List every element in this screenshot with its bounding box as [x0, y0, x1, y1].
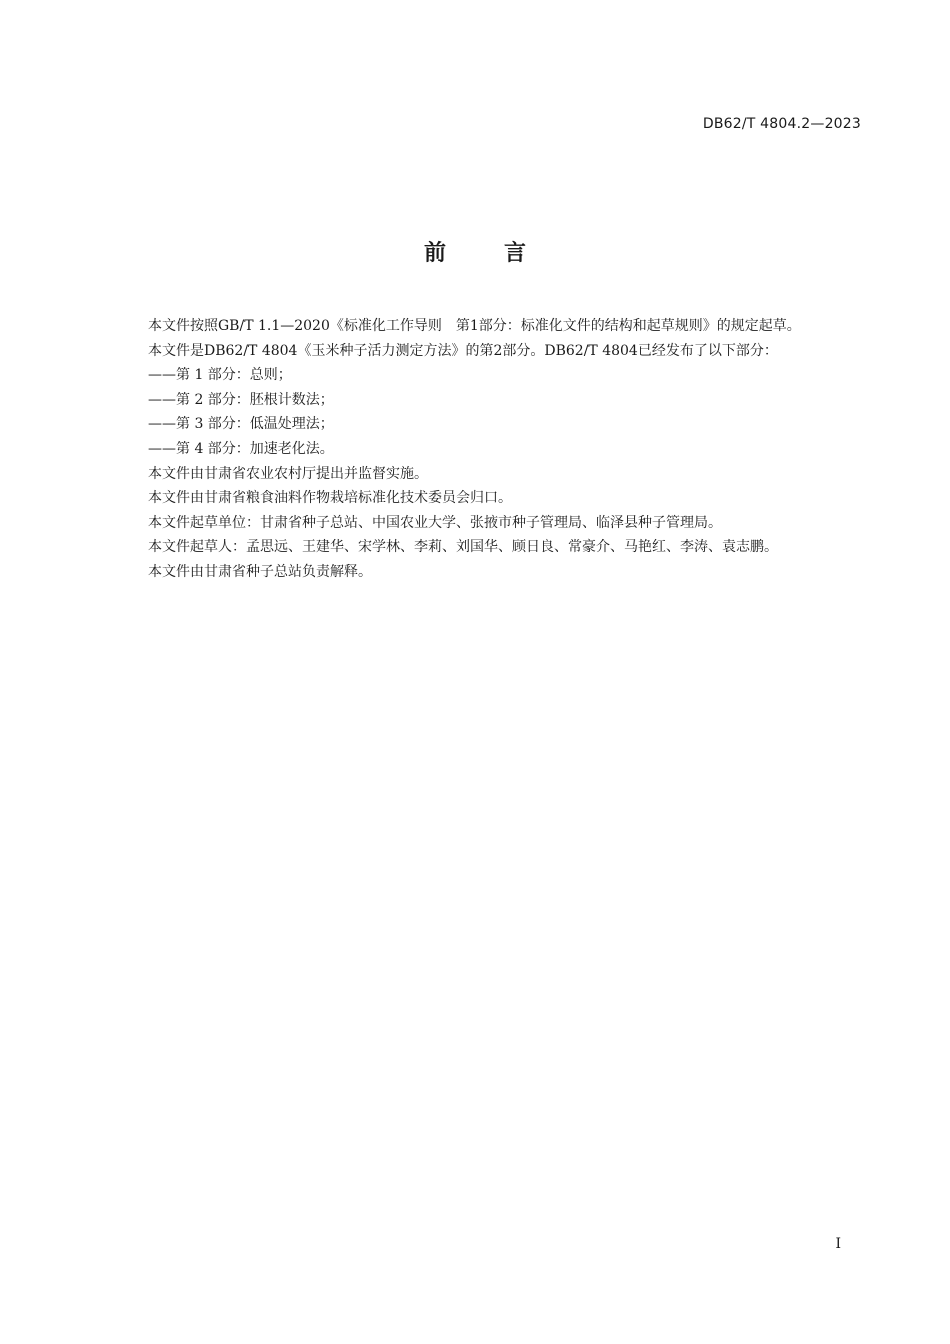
list-item-part-4: ——第 4 部分：加速老化法。 — [148, 440, 334, 457]
paragraph-interpretation: 本文件由甘肃省种子总站负责解释。 — [148, 563, 372, 580]
page-title: 前言 — [423, 241, 584, 266]
foreword-body — [114, 314, 860, 585]
paragraph-proposer: 本文件由甘肃省农业农村厅提出并监督实施。 — [148, 465, 428, 482]
list-item-part-2: ——第 2 部分：胚根计数法； — [148, 391, 334, 408]
paragraph-drafting-rules: 本文件按照GB/T 1.1—2020《标准化工作导则 第1部分：标准化文件的结构和起草规则》的规定起草。 — [148, 318, 801, 334]
document-code: DB62/T 4804.2—2023 — [702, 116, 861, 132]
paragraph-committee: 本文件由甘肃省粮食油料作物栽培标准化技术委员会归口。 — [148, 490, 512, 507]
list-item-part-3: ——第 3 部分：低温处理法； — [148, 416, 334, 433]
paragraph-drafters: 本文件起草人：孟思远、王建华、宋学林、李莉、刘国华、顾日良、常豪介、马艳红、李涛、袁志鹏。 — [148, 539, 778, 556]
paragraph-drafting-units: 本文件起草单位：甘肃省种子总站、中国农业大学、张掖市种子管理局、临泽县种子管理局。 — [148, 514, 722, 531]
page-number: I — [835, 1236, 841, 1252]
list-item-part-1: ——第 1 部分：总则； — [148, 367, 292, 384]
paragraph-part-info: 本文件是DB62/T 4804《玉米种子活力测定方法》的第2部分。DB62/T 4804已经发布了以下部分： — [148, 342, 778, 359]
